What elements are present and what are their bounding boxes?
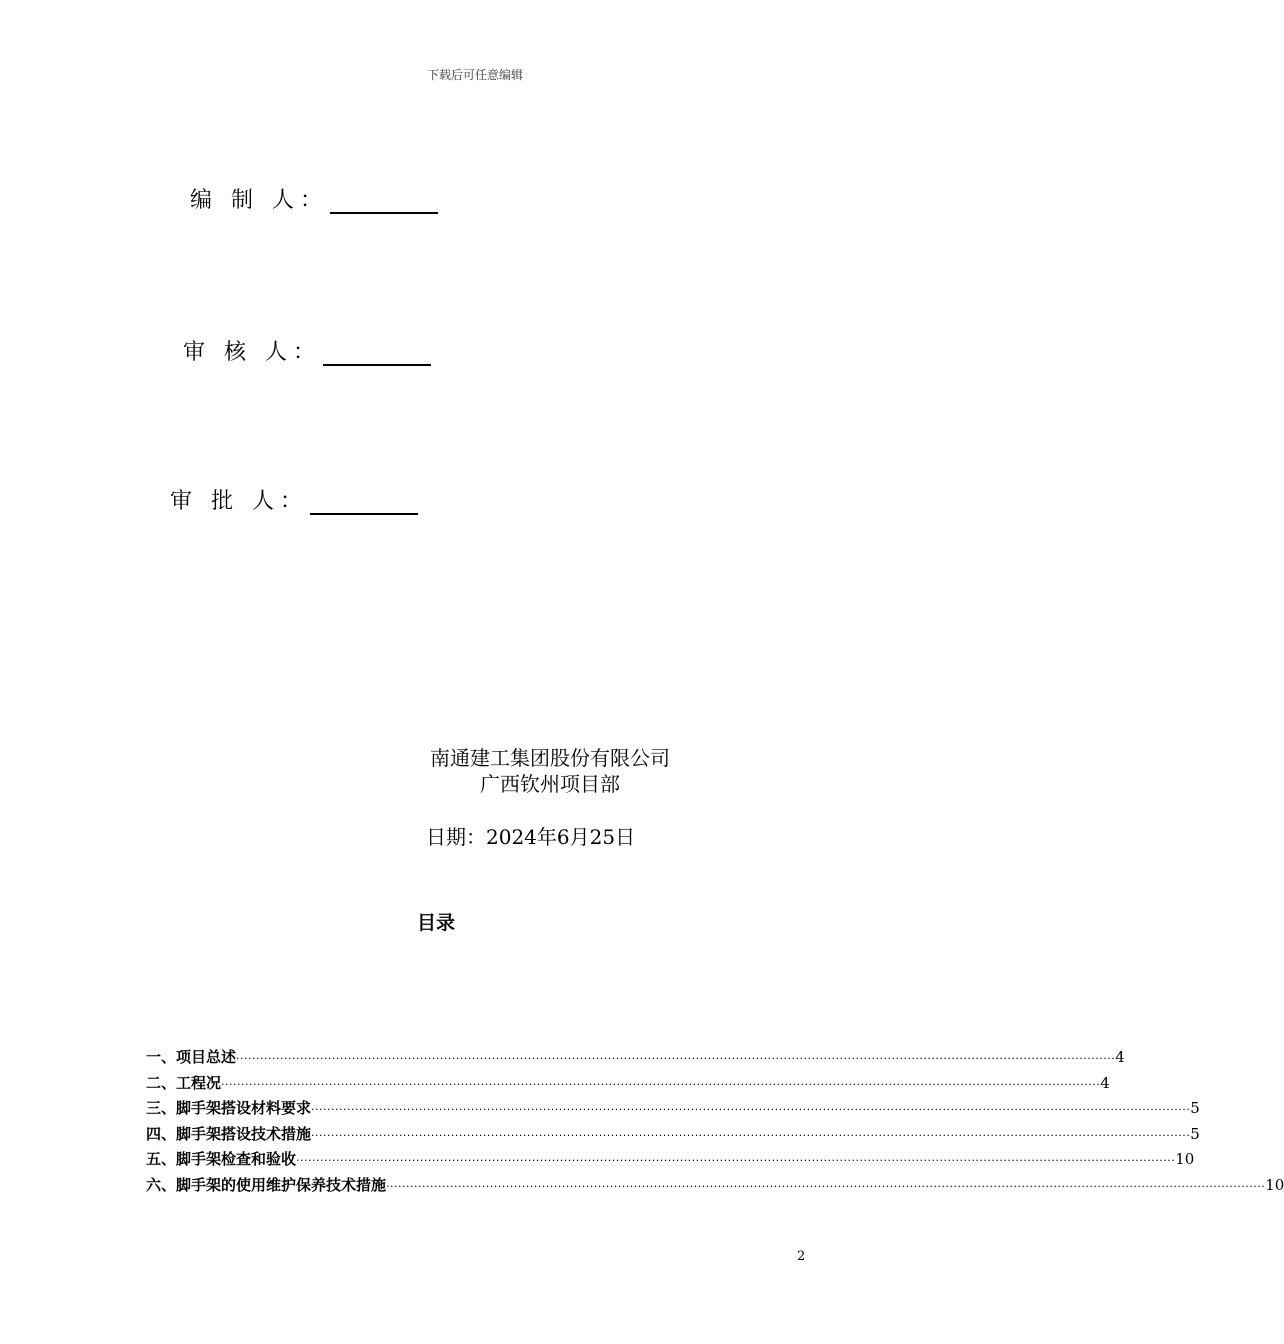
toc-title: 目录 [416,912,455,934]
toc-entry-page: 4 [1100,1073,1110,1092]
header-note: 下载后可任意编辑 [426,68,523,82]
toc-leader-dots: ···························································································································································································································· [236,1052,1116,1065]
signature-blank-line [330,186,438,214]
company-block [400,745,700,797]
toc-leader-dots: ···························································································································································································································· [221,1077,1101,1091]
toc-entry[interactable] [146,1174,1284,1200]
toc-entry-label: 五、脚手架检查和验收 [146,1150,297,1168]
toc-entry-page: 10 [1265,1175,1284,1194]
toc-entry-label: 六、脚手架的使用维护保养技术措施 [146,1175,387,1194]
company-name: 南通建工集团股份有限公司 [430,746,670,770]
toc-entry-label: 三、脚手架搭设材料要求 [146,1099,312,1117]
toc-entry-page: 4 [1115,1048,1125,1066]
toc-leader-dots: ···························································································································································································································· [386,1179,1266,1193]
signature-blank-line [323,338,431,366]
date-line: 日期：2024年6月25日 [426,825,636,849]
toc-entry-page: 5 [1190,1124,1200,1143]
toc-entry-label: 二、工程况 [146,1073,222,1092]
toc-leader-dots: ···························································································································································································································· [311,1128,1191,1142]
toc-entry-label: 四、脚手架搭设技术措施 [146,1124,312,1143]
page-number: 2 [797,1249,806,1264]
company-department: 广西钦州项目部 [480,772,620,796]
table-of-contents [146,1046,1284,1199]
toc-entry-page: 10 [1175,1150,1195,1168]
toc-entry[interactable] [146,1072,1110,1098]
signature-compiler [190,180,438,214]
toc-entry-label: 一、项目总述 [146,1048,237,1066]
toc-entry[interactable] [146,1148,1195,1174]
signature-label: 审 批 人： [170,489,308,514]
signature-label: 审 核 人： [183,340,321,365]
toc-leader-dots: ···························································································································································································································· [296,1154,1176,1167]
toc-entry-page: 5 [1190,1099,1200,1117]
toc-entry[interactable] [146,1123,1200,1149]
signature-reviewer [183,332,431,366]
toc-leader-dots: ···························································································································································································································· [311,1103,1191,1116]
signature-approver [170,481,418,515]
signature-blank-line [310,487,418,515]
signature-label: 编 制 人： [190,188,328,213]
toc-entry[interactable] [146,1097,1200,1123]
toc-entry[interactable] [146,1046,1125,1072]
